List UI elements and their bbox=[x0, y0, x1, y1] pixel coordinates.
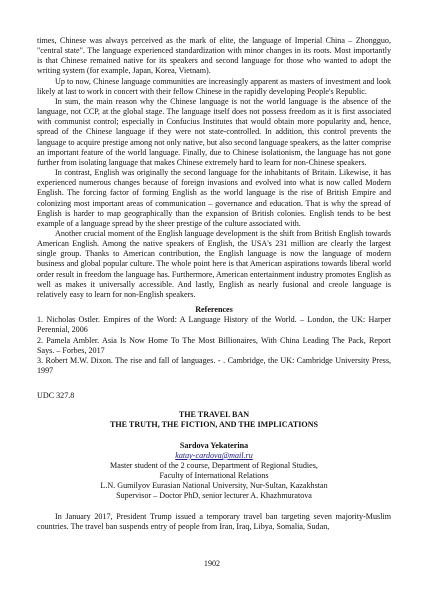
affiliation-line-1: Master student of the 2 course, Department of Regional Studies, bbox=[110, 460, 318, 470]
article-title bbox=[37, 410, 391, 430]
paragraph-5: Another crucial moment of the English language development is the shift from British English towards American English. Among the native speakers of English, the USA's 231 million are clearly the largest single group. Thanks to American contribution, the English language is now the language of modern business and global popular culture. The whole point here is that American aspirations towards liberal world order result in freedom the language has. Furthermore, American entertainment industry promotes English as well as makes it universally accessible. And lastly, English as nearly fusional and creole language is relatively easy to learn for non-English speakers. bbox=[37, 228, 391, 299]
affiliation-line-3: L.N. Gumilyov Eurasian National University, Nur-Sultan, Kazakhstan bbox=[100, 481, 328, 491]
paragraph-3: In sum, the main reason why the Chinese language is not the world language is the absence of the language, not CCP, at the global stage. The language itself does not possess freedom as it is first associated with communist control; especially in Confucius Institutes that would obtain more popularity and, hence, spread of the Chinese language if they were not state-controlled. In addition, this control prevents the language to acquire prestige among not only native, but also second language speakers, as the latter comprise an important feature of the world language. Finally, due to Chinese isolationism, the language has not gone further from isolating language that makes Chinese extremely hard to learn for non-Chinese speakers. bbox=[37, 96, 391, 167]
page-content bbox=[37, 36, 391, 532]
udc-code: UDC 327.8 bbox=[37, 391, 75, 401]
affiliation-line-2: Faculty of International Relations bbox=[159, 471, 269, 481]
reference-item-3: 3. Robert M.W. Dixon. The rise and fall of languages. - . Cambridge, the UK: Cambridge University Press, 1997 bbox=[37, 355, 391, 375]
paragraph-1: times, Chinese was always perceived as the mark of elite, the language of Imperial China – Zhongguo, "central state". The language experienced standardization with minor changes in its roots. Most importantly is that Chinese remained native for its speakers and second language for those who wanted to adopt the writing system (for example, Japan, Korea, Vietnam). bbox=[37, 36, 391, 76]
article-title-line-2: THE TRUTH, THE FICTION, AND THE IMPLICATIONS bbox=[109, 420, 319, 430]
paragraph-4: In contrast, English was originally the second language for the inhabitants of Britain. Likewise, it has experienced numerous changes because of foreign invasions and evolved into what is now called Modern English. The forcing factor of forming English as the world language is the rise of British Empire and colonizing most important areas of communication – governance and education. That is why the spread of English is harder to map geographically than the expansion of British colonies. English tends to be best example of a language spread by the sheer prestige of the culture associated with. bbox=[37, 168, 391, 228]
references-heading: References bbox=[195, 305, 233, 315]
reference-item-1: 1. Nicholas Ostler. Empires of the Word: A Language History of the World. – London, the UK: Harper Perennial, 2006 bbox=[37, 315, 391, 335]
abstract-paragraph: In January 2017, President Trump issued a temporary travel ban targeting seven majority-Muslim countries. The travel ban suspends entry of people from Iran, Iraq, Libya, Somalia, Sudan, bbox=[37, 511, 391, 531]
paragraph-2: Up to now, Chinese language communities are increasingly apparent as masters of investment and look likely at last to work in concert with their fellow Chinese in the rapidly developing People's Republic. bbox=[37, 76, 391, 96]
author-email-link[interactable]: katay-cardova@mail.ru bbox=[175, 450, 253, 460]
supervisor-line: Supervisor – Doctor PhD, senior lecturer A. Khazhmuratova bbox=[116, 491, 312, 501]
author-name: Sardova Yekaterina bbox=[179, 440, 249, 450]
reference-item-2: 2. Pamela Ambler. Asia Is Now Home To The Most Billionaires, With China Leading The Pack, Report Says. – Forbes, 2017 bbox=[37, 335, 391, 355]
article-title-line-1: THE TRAVEL BAN bbox=[178, 410, 250, 420]
page-number: 1902 bbox=[203, 559, 221, 568]
